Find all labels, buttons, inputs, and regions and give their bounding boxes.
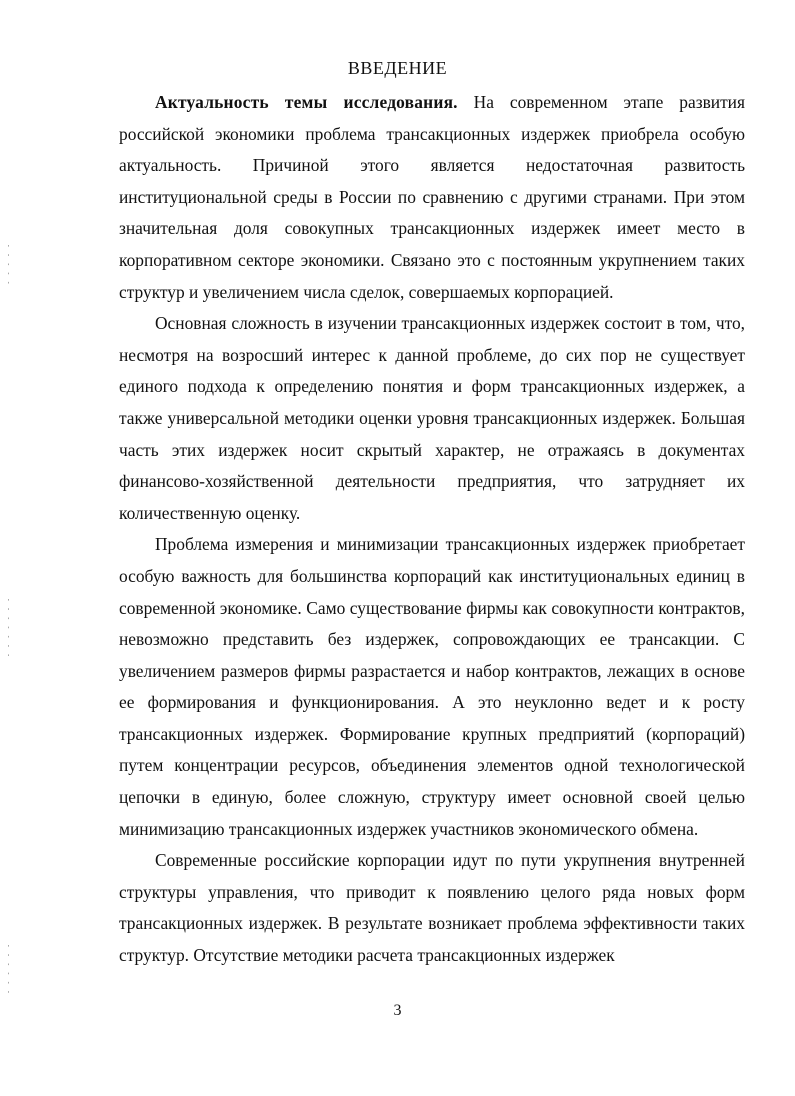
body-text: [119, 87, 745, 972]
page-number: 3: [393, 1002, 402, 1019]
paragraph: Проблема измерения и минимизации трансакционных издержек приобретает особую важность для большинства корпораций как институциональных единиц в современной экономике. Само существование фирмы как совокупности контрактов, невозможно представить без издержек, сопровождающих ее трансакции. С увеличением размеров фирмы разрастается и набор контрактов, лежащих в основе ее формирования и функционирования. А это неуклонно ведет и к росту трансакционных издержек. Формирование крупных предприятий (корпораций) путем концентрации ресурсов, объединения элементов одной технологической цепочки в единую, более сложную, структуру имеет основной своей целью минимизацию трансакционных издержек участников экономического обмена.: [119, 534, 745, 839]
paragraph: Основная сложность в изучении трансакционных издержек состоит в том, что, несмотря на возросший интерес к данной проблеме, до сих пор не существует единого подхода к определению понятия и форм трансакционных издержек, а также универсальной методики оценки уровня трансакционных издержек. Большая часть этих издержек носит скрытый характер, не отражаясь в документах финансово-хозяйственной деятельности предприятия, что затрудняет их количественную оценку.: [119, 313, 745, 523]
section-heading: ВВЕДЕНИЕ: [347, 58, 448, 78]
scan-margin-mark: - - - - - -: [5, 944, 12, 995]
scan-margin-mark: - - - - - - -: [5, 598, 12, 658]
paragraph: [119, 87, 745, 308]
paragraph: Современные российские корпорации идут по пути укрупнения внутренней структуры управления, что приводит к появлению целого ряда новых форм трансакционных издержек. В результате возникает проблема эффективности таких структур. Отсутствие методики расчета трансакционных издержек: [119, 850, 745, 966]
paragraph-lead: Актуальность темы исследования.: [155, 92, 458, 112]
scan-margin-mark: - - - - -: [5, 244, 12, 286]
paragraph-text: На современном этапе развития российской экономики проблема трансакционных издержек приобрела особую актуальность. Причиной этого является недостаточная развитость институциональной среды в России по сравнению с другими странами. При этом значительная доля совокупных трансакционных издержек имеет место в корпоративном секторе экономики. Связано это с постоянным укрупнением таких структур и увеличением числа сделок, совершаемых корпорацией.: [119, 92, 745, 302]
